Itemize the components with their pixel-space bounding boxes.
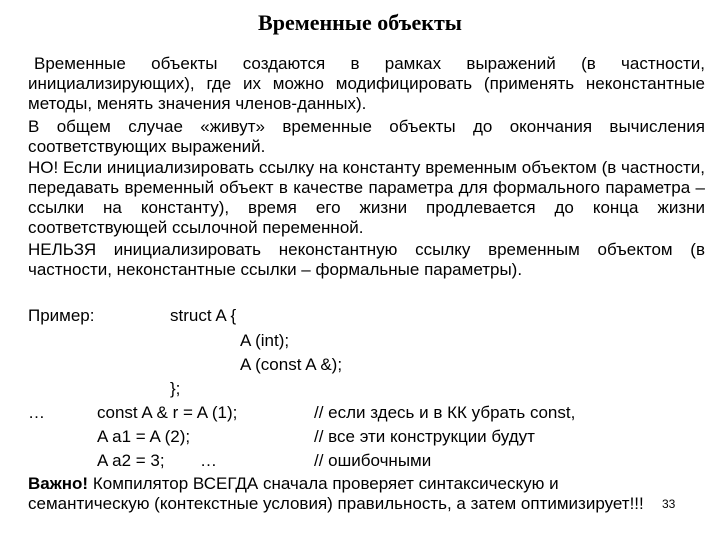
code-line: A (int); xyxy=(240,331,290,350)
paragraph-nonconst-ref xyxy=(28,240,705,280)
code-line: const A & r = A (1); xyxy=(97,403,238,422)
nonconst-rest: инициализировать неконстантную ссылку временным объектом (в частности, неконстантные ссылки – формальные параметры). xyxy=(28,240,705,279)
code-ellipsis: … xyxy=(28,403,45,422)
code-comment: // ошибочными xyxy=(314,451,432,470)
code-line: A a2 = 3; xyxy=(97,451,165,470)
code-line: … xyxy=(200,451,217,470)
paragraph-lifetime: В общем случае «живут» временные объекты до окончания вычисления соответствующих выражений. xyxy=(28,117,705,156)
nonconst-lead: НЕЛЬЗЯ xyxy=(28,240,97,259)
code-line: A (const A &); xyxy=(240,355,343,374)
important-label: Важно! xyxy=(28,474,89,493)
code-comment: // все эти конструкции будут xyxy=(314,427,535,446)
page-title: Временные объекты xyxy=(258,10,462,35)
example-label: Пример: xyxy=(28,306,95,325)
paragraph-const-ref: НО! Если инициализировать ссылку на константу временным объектом (в частности, передавать временный объект в качестве параметра для формального параметра – ссылки на константу), время его жизни продлевается до конца жизни соответствующей ссылочной переменной. xyxy=(28,158,705,237)
code-line: }; xyxy=(170,379,181,398)
important-note xyxy=(28,474,648,514)
code-line: struct A { xyxy=(170,306,237,325)
code-comment: // если здесь и в КК убрать const, xyxy=(314,403,576,422)
paragraph-intro: Временные объекты создаются в рамках выражений (в частности, инициализирующих), где их можно модифицировать (применять неконстантные методы, менять значения членов-данных). xyxy=(28,54,705,113)
page-number: 33 xyxy=(662,497,676,511)
important-text: Компилятор ВСЕГДА сначала проверяет синтаксическую и семантическую (контекстные условия) правильность, а затем оптимизирует!!! xyxy=(28,474,644,513)
code-line: A a1 = A (2); xyxy=(97,427,191,446)
